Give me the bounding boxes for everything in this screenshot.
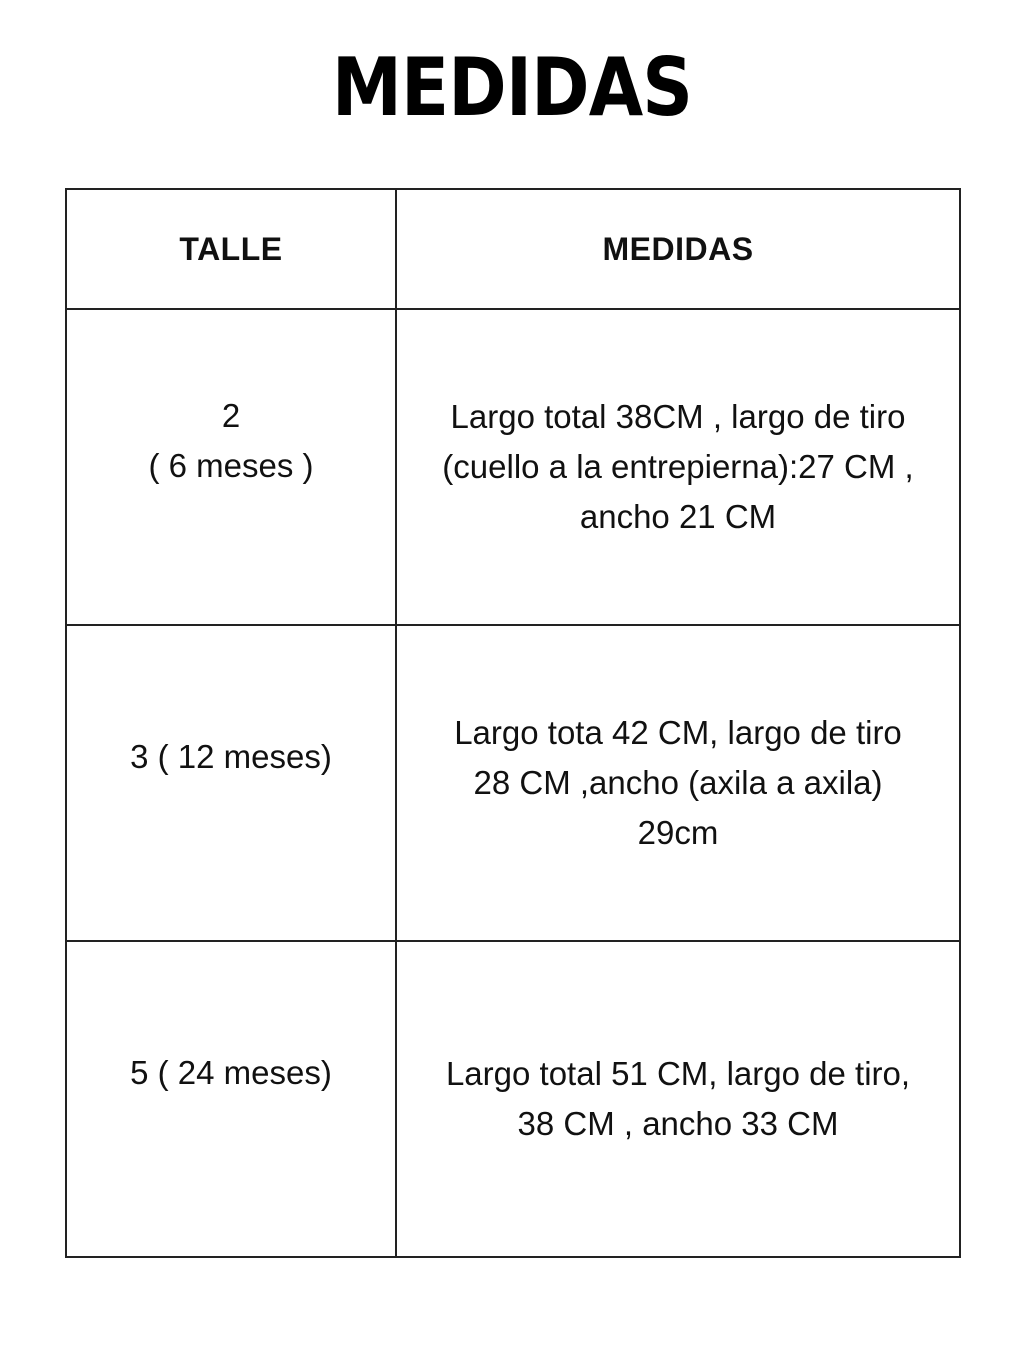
size-label-line: 2 — [221, 397, 241, 434]
measurements-cell — [396, 309, 960, 625]
size-cell — [66, 309, 396, 625]
measurements-cell — [396, 941, 960, 1257]
page-title: MEDIDAS — [331, 41, 693, 134]
measurement-line: Largo total 38CM , largo de tiro — [450, 398, 906, 435]
measurement-line: Largo tota 42 CM, largo de tiro — [454, 714, 902, 751]
size-label-line: 3 ( 12 meses) — [130, 738, 332, 775]
table-row — [66, 941, 960, 1257]
table-header-row — [66, 189, 960, 309]
size-cell — [66, 941, 396, 1257]
header-talle: TALLE — [66, 189, 396, 309]
measurement-line: 29cm — [637, 814, 719, 851]
table-row — [66, 625, 960, 941]
measurement-line: Largo total 51 CM, largo de tiro, — [445, 1055, 911, 1092]
header-medidas: MEDIDAS — [396, 189, 960, 309]
size-cell — [66, 625, 396, 941]
measurements-cell — [396, 625, 960, 941]
size-label-line: 5 ( 24 meses) — [130, 1054, 332, 1091]
table-row — [66, 309, 960, 625]
measurement-line: 28 CM ,ancho (axila a axila) — [473, 764, 883, 801]
size-label-line: ( 6 meses ) — [148, 447, 314, 484]
measurement-line: 38 CM , ancho 33 CM — [517, 1105, 839, 1142]
measurement-line: ancho 21 CM — [579, 498, 777, 535]
measurement-line: (cuello a la entrepierna):27 CM , — [442, 448, 914, 485]
size-table — [65, 188, 961, 1258]
